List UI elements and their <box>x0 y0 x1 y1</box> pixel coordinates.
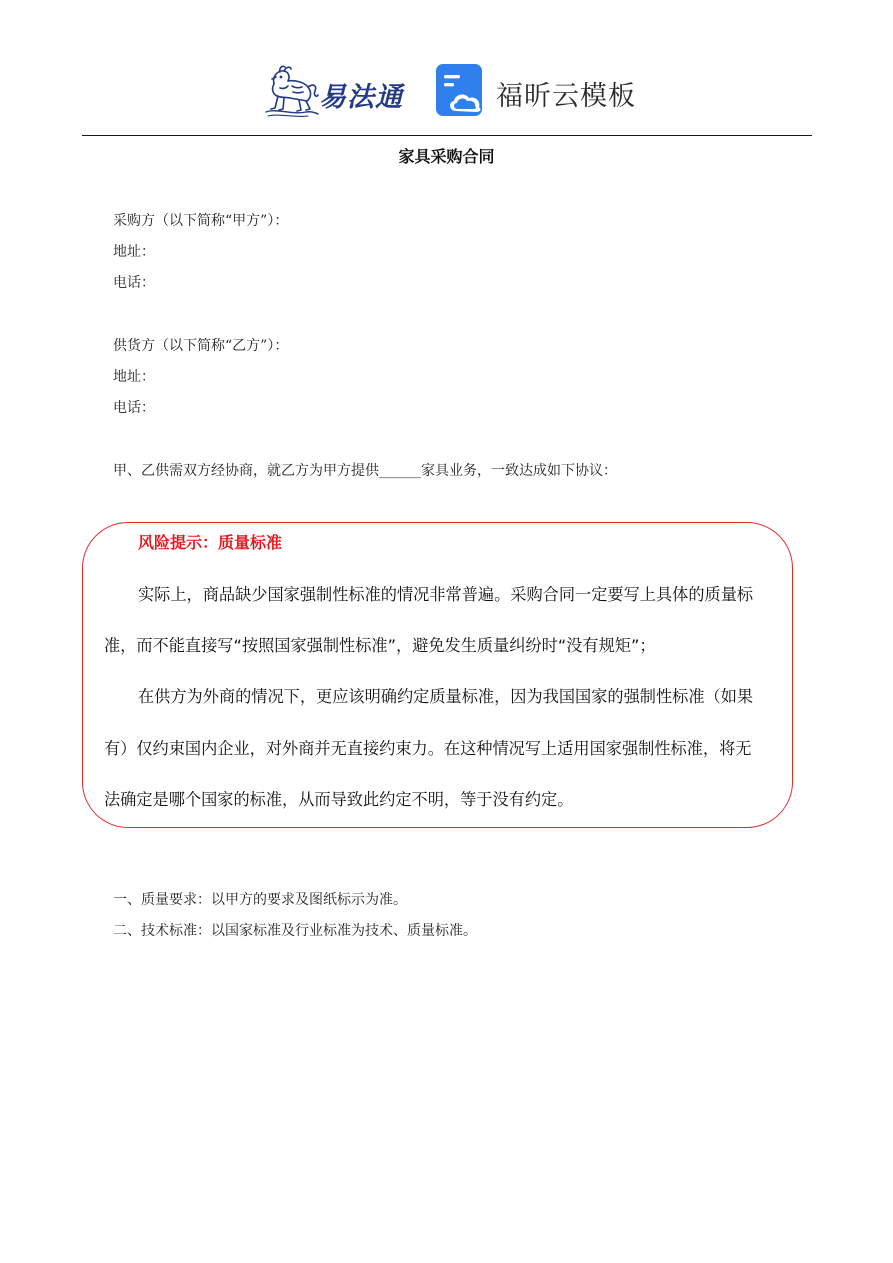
qilin-mascot-icon <box>262 62 320 118</box>
yifatong-brand-name: 易法通 <box>319 82 403 113</box>
yifatong-logo <box>262 62 417 118</box>
risk-notice-line: 实际上，商品缺少国家强制性标准的情况非常普遍。采购合同一定要写上具体的质量标 <box>138 585 754 604</box>
clause-quality-requirement: 一、质量要求：以甲方的要求及图纸标示为准。 <box>113 892 407 908</box>
fuxin-template-logo <box>436 64 636 120</box>
buyer-label: 采购方（以下简称“甲方”）： <box>113 213 289 229</box>
header-divider <box>82 135 812 136</box>
document-cloud-icon <box>436 64 488 116</box>
risk-notice-line: 有）仅约束国内企业，对外商并无直接约束力。在这种情况写上适用国家强制性标准，将无 <box>104 739 752 758</box>
risk-notice-line: 法确定是哪个国家的标准，从而导致此约定不明，等于没有约定。 <box>104 790 574 809</box>
document-title: 家具采购合同 <box>398 147 495 166</box>
buyer-phone: 电话： <box>113 275 155 291</box>
risk-notice-line: 在供方为外商的情况下，更应该明确约定质量标准，因为我国国家的强制性标准（如果 <box>138 687 754 706</box>
risk-notice-title: 风险提示：质量标准 <box>138 533 283 552</box>
risk-notice-line: 准，而不能直接写“按照国家强制性标准”，避免发生质量纠纷时“没有规矩”； <box>104 636 656 655</box>
clause-technical-standard: 二、技术标准：以国家标准及行业标准为技术、质量标准。 <box>113 923 477 939</box>
fuxin-brand-name: 福昕云模板 <box>496 81 636 112</box>
supplier-address: 地址： <box>113 369 155 385</box>
supplier-label: 供货方（以下简称“乙方”）： <box>113 338 289 354</box>
page-header <box>0 58 893 126</box>
supplier-phone: 电话： <box>113 400 155 416</box>
buyer-address: 地址： <box>113 244 155 260</box>
risk-notice-box <box>82 522 793 828</box>
preamble-paragraph: 甲、乙供需双方经协商，就乙方为甲方提供______家具业务，一致达成如下协议： <box>113 463 617 479</box>
